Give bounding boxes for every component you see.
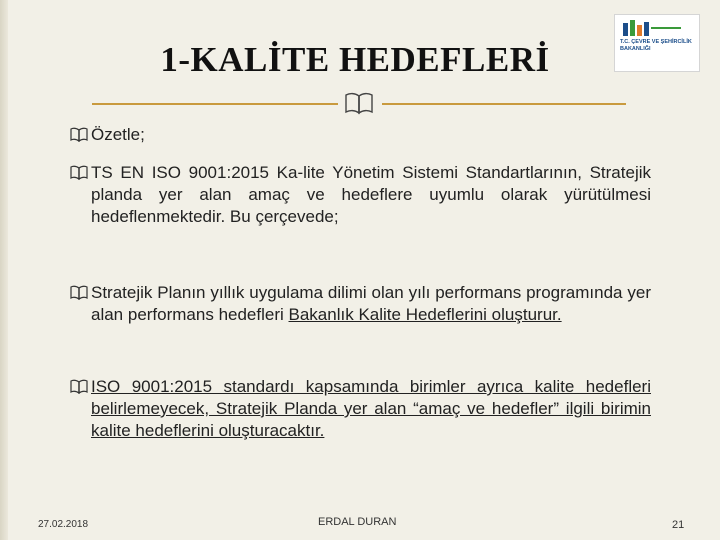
- bullet-text: Özetle;: [91, 125, 145, 144]
- book-icon: [344, 90, 374, 116]
- left-decorative-bar: [0, 0, 8, 540]
- book-icon: [70, 165, 88, 180]
- bullet-text: ISO 9001:2015 standardı kapsamında birimler ayrıca kalite hedefleri belirlemeyecek, Stratejik Planda yer alan “amaç ve hedefler” ilgili birimin kalite hedeflerini oluşturacaktır.: [91, 377, 651, 440]
- bullet-text: TS EN ISO 9001:2015 Ka-lite Yönetim Sistemi Standartlarının, Stratejik planda yer alan amaç ve hedeflere uyumlu olarak yürütülmesi hedeflenmektedir. Bu çerçevede;: [91, 163, 651, 226]
- footer-page-number: 21: [672, 519, 685, 531]
- bullet-text-plain: Stratejik Planın yıllık uygulama dilimi olan yılı performans programında yer alan performans hedefleri: [91, 283, 651, 324]
- footer-author: ERDAL DURAN: [318, 516, 397, 528]
- footer-date: 27.02.2018: [38, 519, 89, 530]
- book-icon: [70, 379, 88, 394]
- slide-title: 1-KALİTE HEDEFLERİ: [160, 40, 550, 79]
- book-icon: [70, 127, 88, 142]
- bullet-text-underlined: Bakanlık Kalite Hedeflerini oluşturur.: [288, 305, 562, 324]
- book-icon: [70, 285, 88, 300]
- logo-text: T.C. ÇEVRE VE ŞEHİRCİLİK BAKANLIĞI: [620, 39, 692, 52]
- ministry-logo: [614, 14, 700, 72]
- logo-emblem-icon: [615, 15, 699, 39]
- bullet-text: [91, 282, 651, 326]
